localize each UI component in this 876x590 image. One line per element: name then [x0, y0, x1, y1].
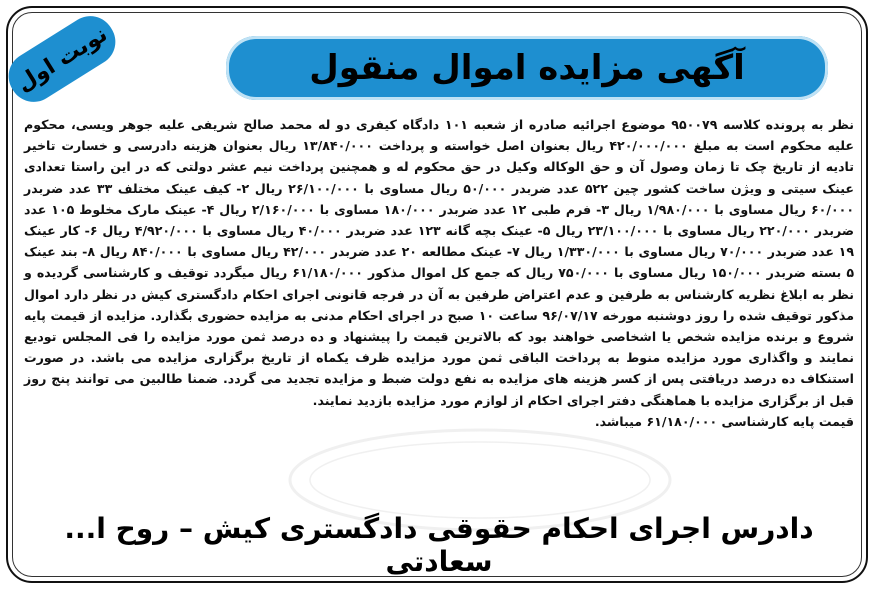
signature-line: دادرس اجرای احکام حقوقی دادگستری کیش – روح ا... سعادتی — [64, 512, 814, 578]
round-badge-label: نوبت اول — [12, 21, 112, 97]
base-price-line: قیمت پایه کارشناسی ۶۱/۱۸۰/۰۰۰ میباشد. — [594, 413, 854, 429]
announcement-paragraph: نظر به پرونده کلاسه ۹۵۰۰۷۹ موضوع اجرائیه صادره از شعبه ۱۰۱ دادگاه کیفری دو له محمد صالح شریفی علیه جوهر ویسی، محکوم علیه محکوم است به مبلغ ۴۲۰/۰۰۰/۰۰۰ ریال بعنوان اصل خواسته و پرداخت ۱۳/۸۴۰/۰۰۰ ریال بعنوان هزینه دادرسی و خسارت تاخیر تادیه از تاریخ چک تا زمان وصول آن و حق الوکاله وکیل در حق محکوم له و همچنین پرداخت نیم عشر دولتی که در این راستا تعدادی عینک سیتی و ویژن ساخت کشور چین ۵۲۲ عدد ضربدر ۵۰/۰۰۰ ریال مساوی با ۲۶/۱۰۰/۰۰۰ ریال ۲- کیف عینک مختلف ۳۳ عدد ضربدر ۶۰/۰۰۰ ریال مساوی با ۱/۹۸۰/۰۰۰ ریال ۳- فرم طبی ۱۲ عدد ضربدر ۱۸۰/۰۰۰ مساوی با ۲/۱۶۰/۰۰۰ ریال ۴- عینک مارک مخلوط ۱۰۵ عدد ضربدر ۲۲۰/۰۰۰ ریال مساوی با ۲۳/۱۰۰/۰۰۰ ریال ۵- عینک بچه گانه ۱۲۳ عدد ضربدر ۴۰/۰۰۰ ریال مساوی با ۴/۹۲۰/۰۰۰ ریال ۶- کار عینک ۱۹ عدد ضربدر ۷۰/۰۰۰ ریال مساوی با ۱/۳۳۰/۰۰۰ ریال ۷- عینک مطالعه ۲۰ عدد ضربدر ۴۲/۰۰۰ ریال مساوی با ۸۴۰/۰۰۰ ریال ۸- بند عینک ۵ بسته ضربدر ۱۵۰/۰۰۰ ریال مساوی با ۷۵۰/۰۰۰ ریال که جمع کل اموال مذکور ۶۱/۱۸۰/۰۰۰ ریال میگردد توقیف و کارشناسی گردیده و نظر به ابلاغ نظریه کارشناس به طرفین و عدم اعتراض طرفین به آن در فرجه قانونی اجرای احکام دادگستری کیش در نظر دارد اموال مذکور توقیف شده را روز دوشنبه مورخه ۹۶/۰۷/۱۷ ساعت ۱۰ صبح در اجرای احکام مدنی به مزایده حضوری بگذارد. مزایده از قیمت پایه شروع و برنده مزایده شخص یا اشخاصی خواهند بود که بالاترین قیمت را پیشنهاد و ده درصد ثمن مورد مزایده را فی المجلس تودیع نمایند و واگذاری مورد مزایده منوط به پرداخت الباقی ثمن مورد مزایده ظرف یکماه از تاریخ برگزاری مزایده می باشد. در صورت استنکاف ده درصد دریافتی پس از کسر هزینه های مزایده به نفع دولت ضبط و مزایده تجدید می گردد. ضمنا طالبین می توانند پنج روز قبل از برگزاری مزایده با هماهنگی دفتر اجرای احکام از لوازم مورد مزایده بازدید نمایند. — [24, 117, 855, 408]
title-banner — [226, 36, 828, 100]
page-title: آگهی مزایده اموال منقول — [309, 48, 745, 88]
announcement-body — [24, 114, 854, 432]
